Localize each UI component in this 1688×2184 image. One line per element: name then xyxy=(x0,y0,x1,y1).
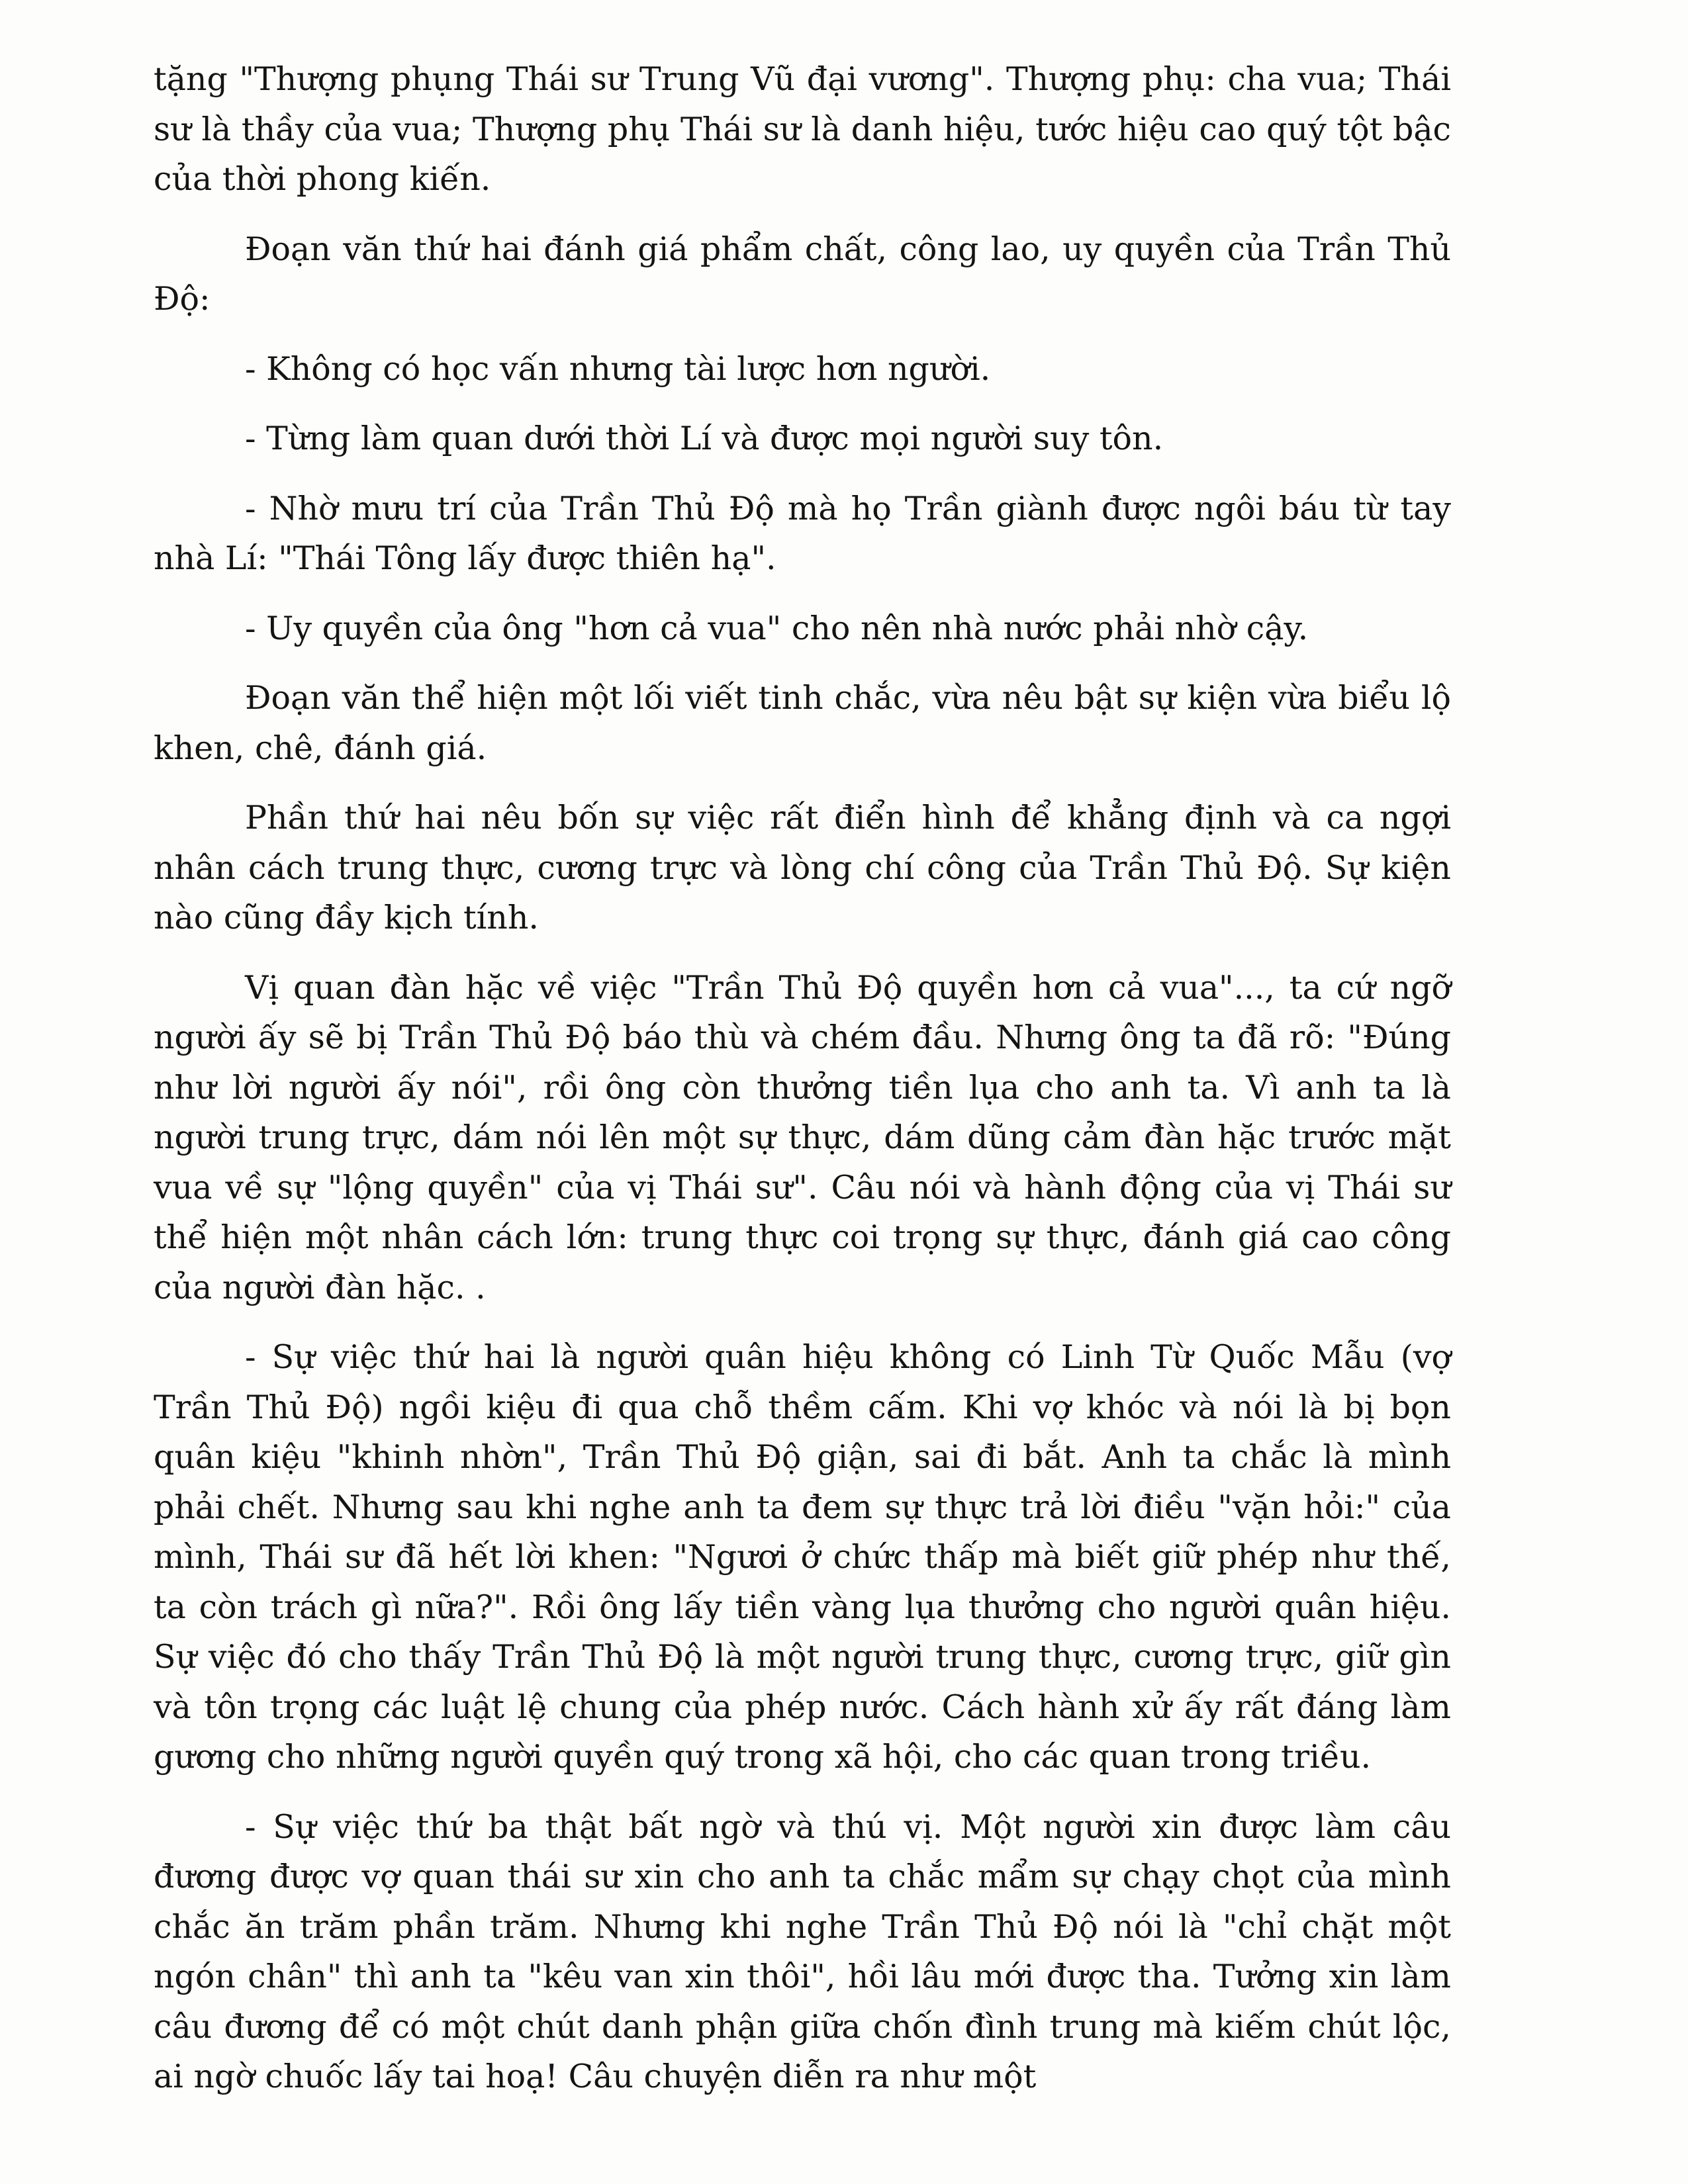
bullet-item: - Không có học vấn nhưng tài lược hơn người. xyxy=(245,349,991,388)
paragraph: Phần thứ hai nêu bốn sự việc rất điển hình để khẳng định và ca ngợi nhân cách trung thực, cương trực và lòng chí công của Trần Thủ Độ. Sự kiện nào cũng đầy kịch tính. xyxy=(154,799,1451,936)
paragraph: - Sự việc thứ ba thật bất ngờ và thú vị. Một người xin được làm câu đương được vợ quan thái sư xin cho anh ta chắc mẩm sự chạy chọt của mình chắc ăn trăm phần trăm. Nhưng khi nghe Trần Thủ Độ nói là "chỉ chặt một ngón chân" thì anh ta "kêu van xin thôi", hồi lâu mới được tha. Tưởng xin làm câu đương để có một chút danh phận giữa chốn đình trung mà kiếm chút lộc, ai ngờ chuốc lấy tai hoạ! Câu chuyện diễn ra như một xyxy=(154,1807,1451,2095)
bullet-item: - Từng làm quan dưới thời Lí và được mọi người suy tôn. xyxy=(245,420,1164,457)
bullet-item: - Uy quyền của ông "hơn cả vua" cho nên nhà nước phải nhờ cậy. xyxy=(245,609,1309,647)
paragraph-continuation: tặng "Thượng phụng Thái sư Trung Vũ đại vương". Thượng phụ: cha vua; Thái sư là thầy của vua; Thượng phụ Thái sư là danh hiệu, tước hiệu cao quý tột bậc của thời phong kiến. xyxy=(154,60,1451,198)
paragraph: - Sự việc thứ hai là người quân hiệu không có Linh Từ Quốc Mẫu (vợ Trần Thủ Độ) ngồi kiệu đi qua chỗ thềm cấm. Khi vợ khóc và nói là bị bọn quân kiệu "khinh nhờn", Trần Thủ Độ giận, sai đi bắt. Anh ta chắc là mình phải chết. Nhưng sau khi nghe anh ta đem sự thực trả lời điều "vặn hỏi:" của mình, Thái sư đã hết lời khen: "Ngươi ở chức thấp mà biết giữ phép như thế, ta còn trách gì nữa?". Rồi ông lấy tiền vàng lụa thưởng cho người quân hiệu. Sự việc đó cho thấy Trần Thủ Độ là một người trung thực, cương trực, giữ gìn và tôn trọng các luật lệ chung của phép nước. Cách hành xử ấy rất đáng làm gương cho những người quyền quý trong xã hội, cho các quan trong triều. xyxy=(154,1338,1451,1776)
paragraph: Vị quan đàn hặc về việc "Trần Thủ Độ quyền hơn cả vua"..., ta cứ ngỡ người ấy sẽ bị Trần Thủ Độ báo thù và chém đầu. Nhưng ông ta đã rõ: "Đúng như lời người ấy nói", rồi ông còn thưởng tiền lụa cho anh ta. Vì anh ta là người trung trực, dám nói lên một sự thực, dám dũng cảm đàn hặc trước mặt vua về sự "lộng quyền" của vị Thái sư". Câu nói và hành động của vị Thái sư thể hiện một nhân cách lớn: trung thực coi trọng sự thực, đánh giá cao công của người đàn hặc. . xyxy=(154,968,1451,1306)
paragraph-second-section-intro: Đoạn văn thứ hai đánh giá phẩm chất, công lao, uy quyền của Trần Thủ Độ: xyxy=(154,230,1451,318)
paragraph: Đoạn văn thể hiện một lối viết tinh chắc, vừa nêu bật sự kiện vừa biểu lộ khen, chê, đánh giá. xyxy=(154,679,1451,767)
bullet-item: - Nhờ mưu trí của Trần Thủ Độ mà họ Trần giành được ngôi báu từ tay nhà Lí: "Thái Tông lấy được thiên hạ". xyxy=(154,489,1451,577)
body-text xyxy=(154,54,1451,2122)
